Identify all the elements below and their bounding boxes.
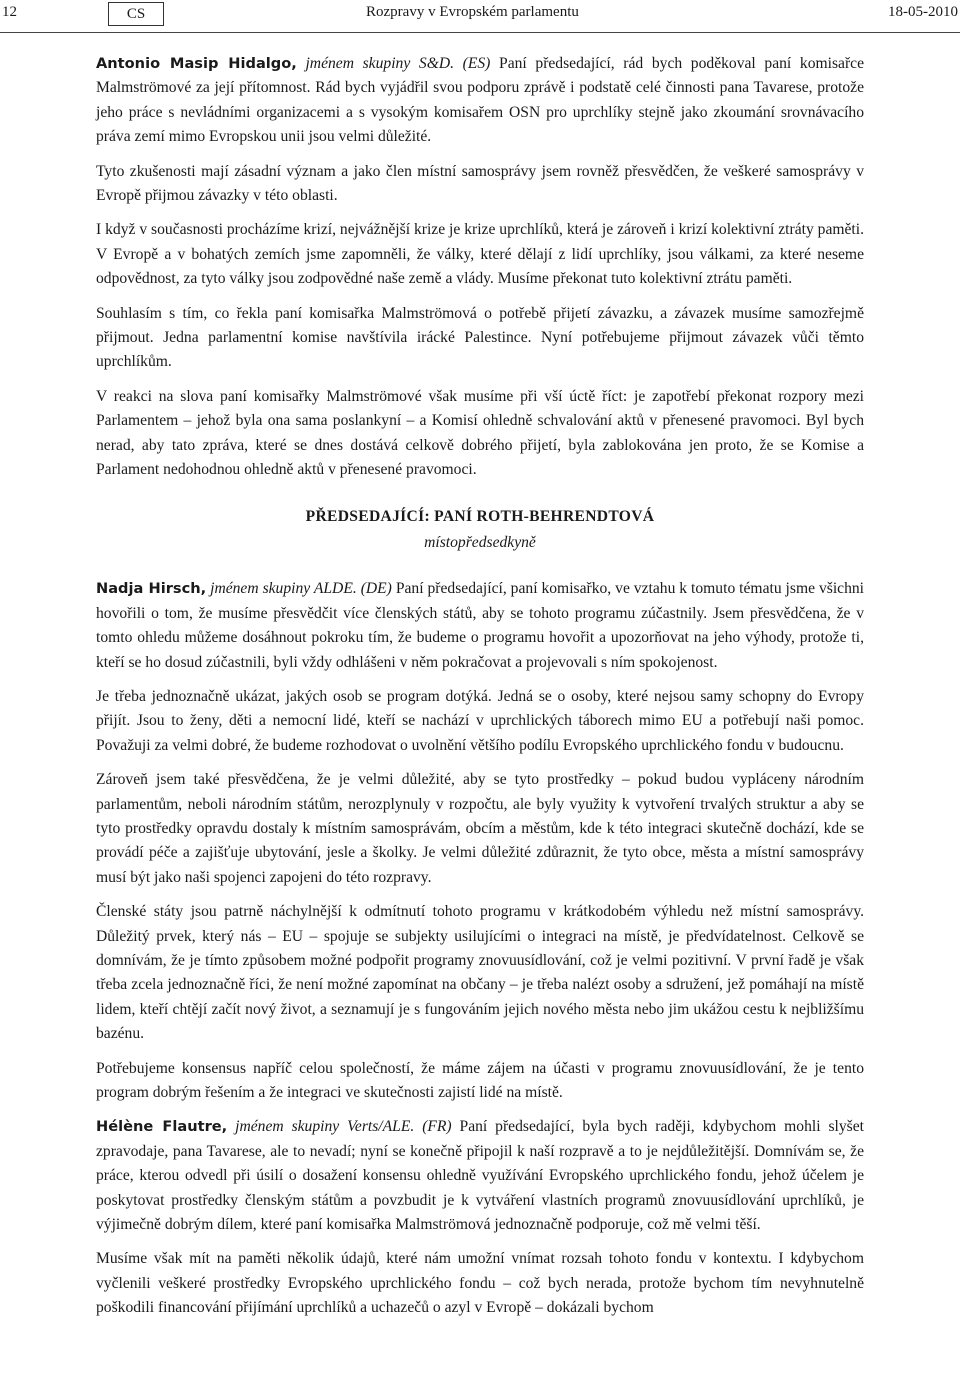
- header-rule: [0, 32, 960, 33]
- speaker-name: Nadja Hirsch,: [96, 580, 207, 598]
- paragraph-text: Paní předsedající, rád bych poděkoval paní komisařce Malmströmové za její přítomnost. Rád bych vyjádřil svou podporu zprávě i podstatě celé činnosti pana Tavarese, protože jeho práce s nevládními organizacemi a s vysokým komisařem OSN pro uprchlíky stejně jako zkoumání srovnávacího práva zemí mimo Evropskou unii jsou velmi důležité.: [96, 55, 864, 146]
- speech-paragraph: Je třeba jednoznačně ukázat, jakých osob se program dotýká. Jedná se o osoby, které nejsou samy schopny do Evropy přijít. Jsou to ženy, děti a nemocní lidé, kteří se nachází v uprchlických táborech mimo EU a potřebují naši pomoc. Považuji za velmi dobré, že budeme rozhodovat o uvolnění většího podílu Evropského uprchlického fondu v budoucnu.: [96, 687, 864, 754]
- paragraph-text: Paní předsedající, byla bych raději, kdybychom mohli slyšet zpravodaje, pana Tavarese, ale to nevadí; nyní se konečně připojil k naší rozpravě a to je nejdůležitější. Domnívám se, že práce, kterou odvedl při úsilí o dosažení konsensu ohledně využívání Evropského uprchlického fondu, jehož účelem je poskytovat prostředky členským státům a povzbudit je k vytváření vlastních programů znovuusídlování uprchlíků, je výjimečně dobrým dílem, které paní komisařka Malmströmová jednoznačně podporuje, což mě velmi těší.: [96, 1118, 864, 1234]
- page-number: 12: [2, 4, 17, 20]
- language-badge: CS: [108, 2, 164, 26]
- paragraph-text: Paní předsedající, paní komisařko, ve vztahu k tomuto tématu jsme všichni hovořili o tom, že musíme přesvědčit více členských států, aby se tohoto programu zúčastnily. Jsem přesvědčena, že v tomto ohledu můžeme dosáhnout pokroku tím, že budeme o programu hovořit a upozorňovat na jeho výhody, protože ti, kteří se ho dosud zúčastnili, byli vždy odhlášeni v něm pokračovat a projevovali s ním spokojenost.: [96, 580, 864, 671]
- speech-language: (FR): [422, 1118, 452, 1136]
- chair-subtitle: místopředsedkyně: [424, 533, 536, 551]
- publication-title: Rozpravy v Evropském parlamentu: [366, 4, 579, 20]
- speaker-group: jménem skupiny S&D.: [305, 55, 454, 72]
- speaker-name: Hélène Flautre,: [96, 1118, 228, 1136]
- speech-paragraph: Musíme však mít na paměti několik údajů, které nám umožní vnímat rozsah tohoto fondu v kontextu. I kdybychom vyčlenili veškeré prostředky Evropského uprchlického fondu – což bych nerada, protože bychom tím nevyhnutelně poškodili financování přijímání uprchlíků a uchazečů o azyl v Evropě – dokázali bychom: [96, 1250, 864, 1317]
- speech-paragraph: [96, 1115, 864, 1237]
- speech-language: (ES): [462, 55, 491, 72]
- speech-paragraph: Souhlasím s tím, co řekla paní komisařka Malmströmová o potřebě přijetí závazku, a závazek musíme samozřejmě přijmout. Jedna parlamentní komise navštívila irácké Palestince. Nyní potřebujeme přijmout závazek vůči těmto uprchlíkům.: [96, 304, 864, 371]
- speech-paragraph: V reakci na slova paní komisařky Malmströmové však musíme při vší úctě říct: je zapotřebí překonat rozpory mezi Parlamentem – jehož byla ona sama poslankyní – a Komisí ohledně schvalování aktů v přenesené pravomoci. Byl bych nerad, aby tato zpráva, které se dnes dostává celkově dobrého přijetí, byla zablokována jen proto, že se Komise a Parlament nedohodnou ohledně aktů v přenesené pravomoci.: [96, 387, 864, 479]
- speech-paragraph: Členské státy jsou patrně náchylnější k odmítnutí tohoto programu v krátkodobém výhledu než místní samosprávy. Důležitý prvek, který nás – EU – spojuje se subjekty usilujícími o integraci na místě, je předvídatelnost. Celkově se domnívám, že je tímto způsobem možné podpořit programy znovuusídlování, což je velmi pozitivní. V první řadě je však třeba zcela jednoznačně říci, že není možné zapomínat na občany – je třeba nalézt osoby a sdružení, jež pomáhají na místě lidem, kteří chtějí začít nový život, a seznamují je s fungováním jejich nového města nebo jim ukážou cestu k nejbližšímu bazénu.: [96, 903, 864, 1043]
- speaker-group: jménem skupiny ALDE.: [210, 580, 357, 598]
- page-header: [0, 0, 960, 28]
- document-body: [96, 52, 864, 1331]
- speaker-group: jménem skupiny Verts/ALE.: [235, 1118, 415, 1136]
- chair-heading: PŘEDSEDAJÍCÍ: PANÍ ROTH-BEHRENDTOVÁ: [305, 507, 655, 525]
- speech-paragraph: Zároveň jsem také přesvědčena, že je velmi důležité, aby se tyto prostředky – pokud budou vypláceny národním parlamentům, neboli národním státům, nerozplynuly v rozpočtu, ale byly využity k vytvoření trvalých struktur a aby se tyto prostředky opravdu dostaly k místním samosprávám, obcím a městům, kde k této integraci skutečně dochází, kde se provádí péče a zajišťuje ubytování, jesle a školky. Je velmi důležité zdůraznit, že tyto obce, města a místní samosprávy musí být jako naši spojenci zapojeni do této rozpravy.: [96, 771, 864, 886]
- speech-paragraph: Tyto zkušenosti mají zásadní význam a jako člen místní samosprávy jsem rovněž přesvědčen, že veškeré samosprávy v Evropě přijmou závazky v této oblasti.: [96, 162, 864, 205]
- speech-paragraph: I když v současnosti procházíme krizí, nejvážnější krize je krize uprchlíků, která je zároveň i krizí kolektivní ztráty paměti. V Evropě a v bohatých zemích jsme zapomněli, že války, které dělají z lidí uprchlíky, jsou válkami, za které neseme odpovědnost, za tyto války jsou zodpovědné naše země a vlády. Musíme překonat tuto kolektivní ztrátu paměti.: [96, 221, 864, 288]
- speech-language: (DE): [360, 580, 392, 598]
- publication-date: 18-05-2010: [888, 4, 958, 20]
- speech-paragraph: Potřebujeme konsensus napříč celou společností, že máme zájem na účasti v programu znovuusídlování, že je tento program dobrým řešením a že integraci ve skutečnosti zajistí lidé na místě.: [96, 1059, 864, 1102]
- speaker-name: Antonio Masip Hidalgo,: [96, 55, 297, 72]
- speech-paragraph: [96, 577, 864, 675]
- speech-paragraph: [96, 52, 864, 150]
